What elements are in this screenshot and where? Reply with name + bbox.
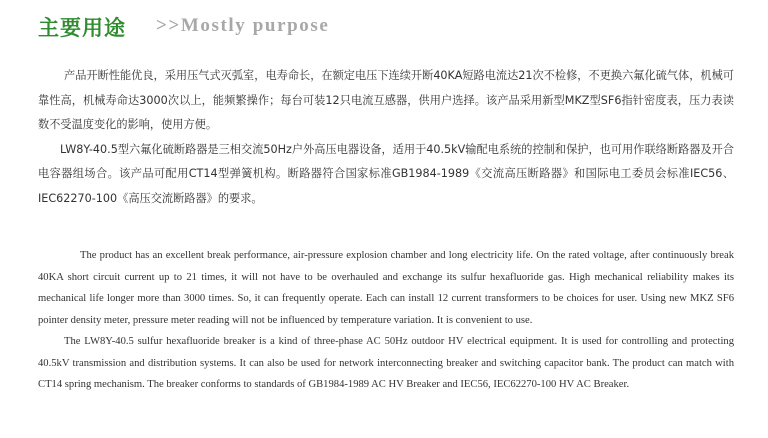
english-paragraph-2: The LW8Y-40.5 sulfur hexafluoride breaker is a kind of three-phase AC 50Hz outdoor HV electrical equipment. It is used for controlling and protecting 40.5kV transmission and distribution systems. It can also be used for network interconnecting breaker and switching capacitor bank. The product can match with CT14 spring mechanism. The breaker conforms to standards of GB1984-1989 AC HV Breaker and IEC56, IEC62270-100 HV AC Breaker. [38, 336, 734, 390]
section-title-english: >>Mostly purpose [156, 15, 330, 36]
english-description [38, 245, 734, 396]
section-header [38, 6, 738, 46]
english-paragraph-1: The product has an excellent break performance, air-pressure explosion chamber and long electricity life. On the rated voltage, after continuously break 40KA short circuit current up to 21 times, it will not have to be overhauled and exchange its sulfur hexafluoride gas. High mechanical reliability makes its mechanical life longer more than 3000 times. So, it can frequently operate. Each can install 12 current transformers to be choices for user. Using new MKZ SF6 pointer density meter, pressure meter reading will not be influenced by temperature variation. It is convenient to use. [38, 250, 734, 326]
chinese-description [38, 64, 734, 211]
chinese-paragraph-2: LW8Y-40.5型六氟化硫断路器是三相交流50Hz户外高压电器设备，适用于40.5kV输配电系统的控制和保护，也可用作联络断路器及开合电容器组场合。该产品可配用CT14型弹簧机构。断路器符合国家标准GB1984-1989《交流高压断路器》和国际电工委员会标准IEC56、IEC62270-100《高压交流断路器》的要求。 [38, 142, 734, 205]
chinese-paragraph-1: 产品开断性能优良，采用压气式灭弧室，电寿命长，在额定电压下连续开断40KA短路电流达21次不检修，不更换六氟化硫气体，机械可靠性高，机械寿命达3000次以上，能频繁操作；每台可装12只电流互感器，供用户选择。该产品采用新型MKZ型SF6指针密度表，压力表读数不受温度变化的影响，使用方便。 [38, 69, 734, 131]
section-title-chinese: 主要用途 [38, 16, 126, 40]
